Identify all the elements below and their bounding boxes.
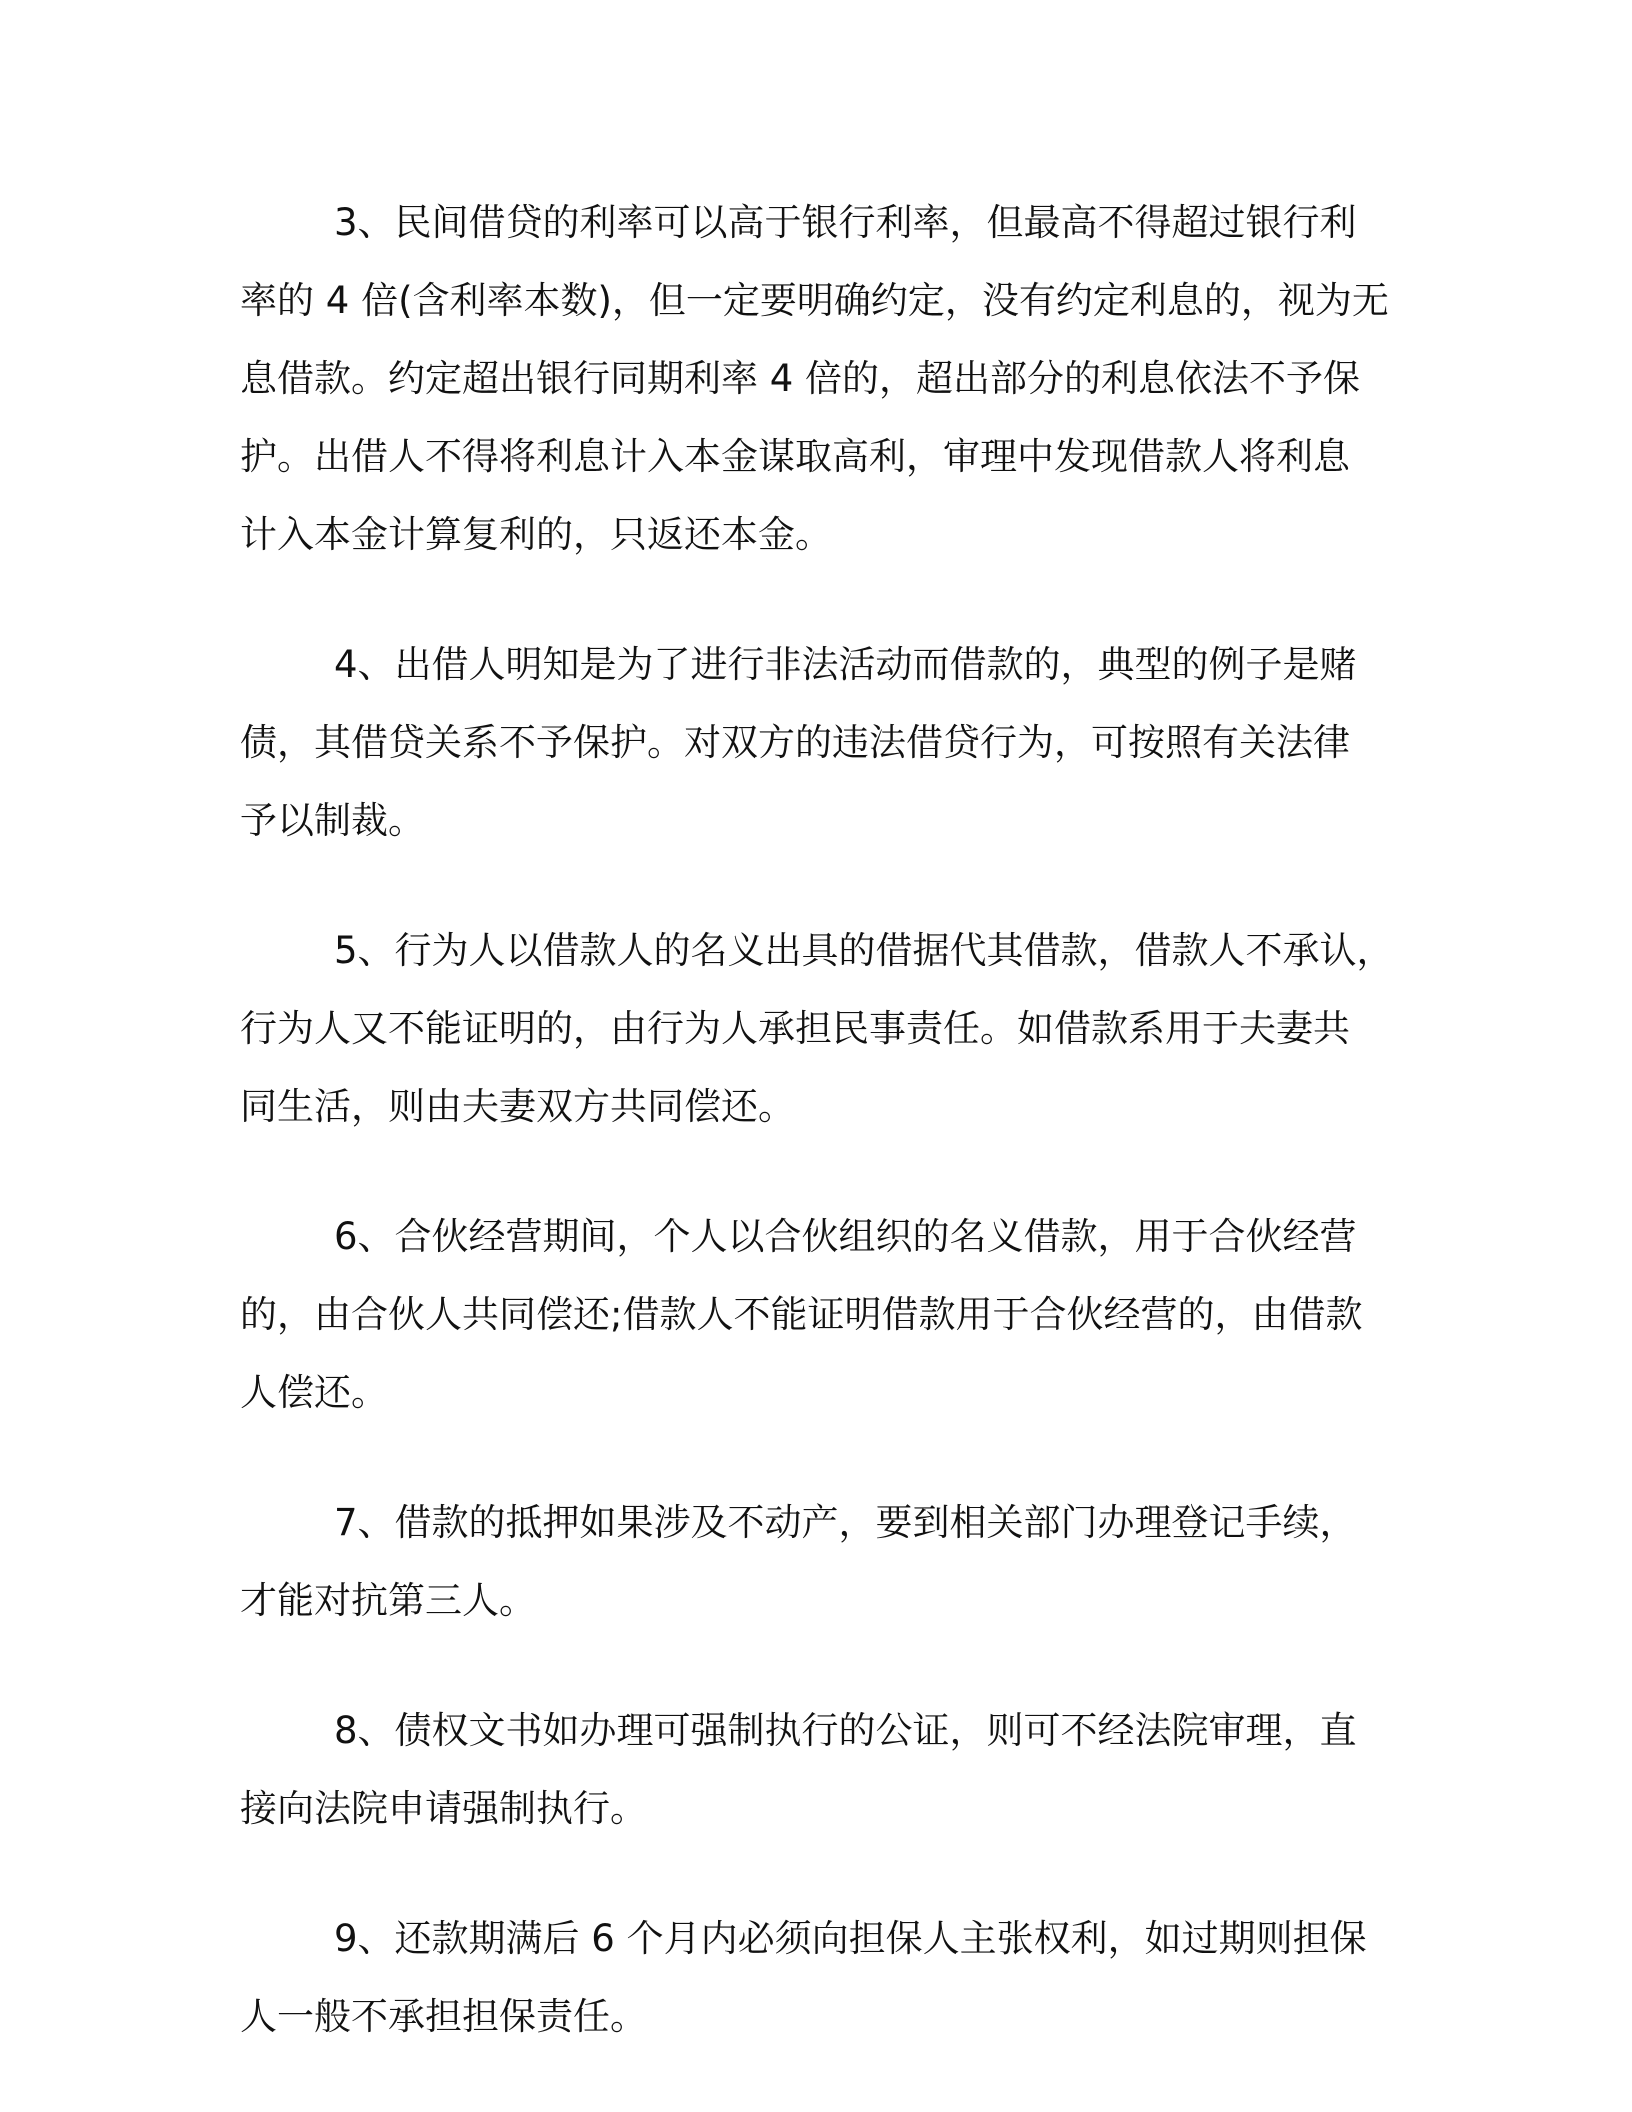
paragraph-line: 的，由合伙人共同偿还;借款人不能证明借款用于合伙经营的，由借款 xyxy=(240,1293,1363,1336)
paragraph-spacer xyxy=(240,1432,1390,1484)
paragraph-spacer xyxy=(240,574,1390,626)
paragraph-6 xyxy=(240,1198,1390,1432)
paragraph-line: 予以制裁。 xyxy=(240,799,425,842)
paragraph-line: 人偿还。 xyxy=(240,1371,388,1414)
paragraph-line: 率的 4 倍(含利率本数)，但一定要明确约定，没有约定利息的，视为无 xyxy=(240,279,1389,322)
paragraph-4 xyxy=(240,626,1390,860)
paragraph-line: 才能对抗第三人。 xyxy=(240,1579,536,1622)
paragraph-line: 计入本金计算复利的，只返还本金。 xyxy=(240,513,832,556)
paragraph-5 xyxy=(240,912,1394,1146)
paragraph-spacer xyxy=(240,860,1390,912)
paragraph-line: 3、民间借贷的利率可以高于银行利率，但最高不得超过银行利 xyxy=(334,201,1357,244)
paragraph-spacer xyxy=(240,1640,1390,1692)
paragraph-7 xyxy=(240,1484,1390,1640)
paragraph-line: 行为人又不能证明的，由行为人承担民事责任。如借款系用于夫妻共 xyxy=(240,1007,1350,1050)
paragraph-line: 4、出借人明知是为了进行非法活动而借款的，典型的例子是赌 xyxy=(334,643,1357,686)
paragraph-spacer xyxy=(240,1848,1390,1900)
paragraph-line: 护。出借人不得将利息计入本金谋取高利，审理中发现借款人将利息 xyxy=(240,435,1350,478)
paragraph-line: 8、债权文书如办理可强制执行的公证，则可不经法院审理，直 xyxy=(334,1709,1357,1752)
paragraph-line: 接向法院申请强制执行。 xyxy=(240,1787,647,1830)
paragraph-line: 人一般不承担担保责任。 xyxy=(240,1995,647,2038)
paragraph-line: 6、合伙经营期间，个人以合伙组织的名义借款，用于合伙经营 xyxy=(334,1215,1357,1258)
paragraph-8 xyxy=(240,1692,1390,1848)
paragraph-spacer xyxy=(240,1146,1390,1198)
paragraph-line: 7、借款的抵押如果涉及不动产，要到相关部门办理登记手续， xyxy=(334,1501,1357,1544)
paragraph-9 xyxy=(240,1900,1390,2056)
paragraph-line: 息借款。约定超出银行同期利率 4 倍的，超出部分的利息依法不予保 xyxy=(240,357,1361,400)
document-body xyxy=(240,184,1394,2056)
paragraph-line: 9、还款期满后 6 个月内必须向担保人主张权利，如过期则担保 xyxy=(334,1917,1367,1960)
paragraph-line: 债，其借贷关系不予保护。对双方的违法借贷行为，可按照有关法律 xyxy=(240,721,1350,764)
paragraph-line: 同生活，则由夫妻双方共同偿还。 xyxy=(240,1085,795,1128)
paragraph-3 xyxy=(240,184,1390,574)
paragraph-line: 5、行为人以借款人的名义出具的借据代其借款，借款人不承认， xyxy=(334,929,1394,972)
